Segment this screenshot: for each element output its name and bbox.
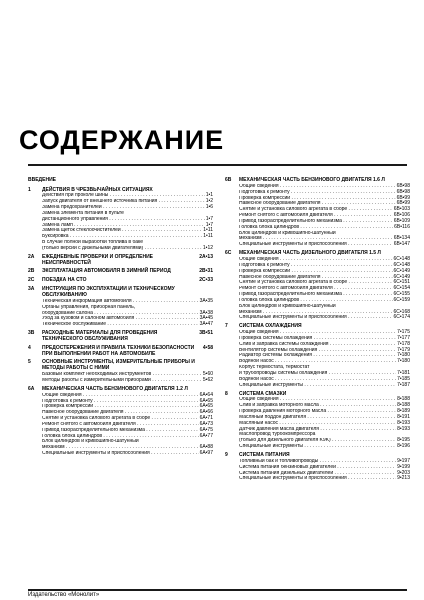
toc-section-page: 3B•51 — [199, 330, 213, 337]
toc-entry-page: 6C•149 — [393, 273, 410, 280]
toc-entry-text: Специальные инструменты и приспособления . . . — [239, 242, 393, 248]
toc-entry — [28, 451, 213, 457]
toc-section — [28, 188, 213, 252]
toc-entry-page: 5•60 — [202, 371, 213, 378]
toc-entry-page: 8•189 — [397, 408, 410, 415]
toc-entry-text: Головка блока цилиндров . . . — [42, 434, 199, 440]
toc-entry-text: Техническое обслуживание . . . — [42, 322, 199, 328]
toc-entry-page: 1•11 — [203, 233, 213, 240]
toc-entry-page: 6B•109 — [393, 217, 410, 224]
toc-entry-text: Ремонт снятого с автомобиля двигателя . . . — [239, 286, 393, 292]
page-title: СОДЕРЖАНИЕ — [19, 125, 225, 155]
toc-entry-text: Проверка системы охлаждения . . . — [239, 336, 396, 342]
toc-entry-text: Подготовка к ремонту . . . — [42, 399, 199, 405]
toc-entry-page: 6B•99 — [396, 194, 410, 201]
toc-entry — [225, 315, 410, 321]
toc-section-heading — [28, 278, 213, 284]
toc-entry-page: 6A•65 — [199, 403, 213, 410]
toc-entry-page: 8•193 — [397, 419, 410, 426]
toc-entry-page: 8•188 — [397, 396, 410, 403]
toc-entry-page: 1•2 — [205, 198, 213, 205]
toc-left-column — [28, 178, 213, 460]
toc-entry-text: Снятие и установка силового агрегата в сборе . . . — [42, 416, 199, 422]
top-rule — [28, 164, 407, 166]
toc-entry-text: Проверка компрессии . . . — [239, 269, 393, 275]
toc-entry-page: 7•187 — [397, 381, 410, 388]
toc-left-sections — [28, 188, 213, 457]
toc-entry-page: 6A•71 — [199, 415, 213, 422]
toc-entry-text: Топливный бак и топливопроводы . . . — [239, 459, 396, 465]
toc-section-page: 2C•33 — [199, 277, 213, 284]
toc-entry — [225, 444, 410, 450]
toc-entry-text: Общие сведения . . . — [42, 393, 199, 399]
toc-entry-page: 8•195 — [397, 437, 410, 444]
toc-section-title: РАСХОДНЫЕ МАТЕРИАЛЫ ДЛЯ ПРОВЕДЕНИЯ ТЕХНИЧЕСКОГО ОБСЛУЖИВАНИЯ — [42, 330, 158, 342]
toc-entry-text: Замена предохранителей . . . — [42, 205, 205, 211]
toc-entry-page: 6A•64 — [199, 391, 213, 398]
toc-entry-page: 3A•45 — [199, 315, 213, 322]
toc-entry-text: Масляный поддон двигателя . . . — [239, 415, 396, 421]
toc-entry-page: 6B•99 — [396, 200, 410, 207]
toc-entry-text: Замена щеток стеклоочистителей . . . — [42, 228, 202, 234]
toc-section — [28, 360, 213, 383]
toc-entry-text: Водяной насос . . . — [239, 359, 396, 365]
toc-entry-text: Проверка давления моторного масла . . . — [239, 409, 396, 415]
toc-section-title: СИСТЕМА СМАЗКИ — [239, 390, 287, 397]
toc-section-title: ЭКСПЛУАТАЦИЯ АВТОМОБИЛЯ В ЗИМНИЙ ПЕРИОД — [42, 268, 171, 275]
toc-section-title: МЕХАНИЧЕСКАЯ ЧАСТЬ ДИЗЕЛЬНОГО ДВИГАТЕЛЯ 1.5 Л — [239, 250, 381, 257]
toc-section-number: 7 — [225, 323, 228, 330]
toc-entry-text: Органы управления, приборная панель, — [42, 304, 136, 310]
toc-section-page: 4•58 — [202, 344, 213, 351]
toc-section — [28, 287, 213, 328]
toc-entry-page: 7•181 — [397, 370, 410, 376]
toc-entry-text: Вентилятор системы охлаждения . . . — [239, 348, 396, 354]
toc-entry — [28, 378, 213, 384]
toc-entry-text: Масляный насос . . . — [239, 421, 396, 427]
toc-entry-text: Водяной насос . . . — [239, 377, 396, 383]
toc-section — [225, 453, 410, 482]
toc-section-title: ДЕЙСТВИЯ В ЧРЕЗВЫЧАЙНЫХ СИТУАЦИЯХ — [42, 186, 153, 193]
toc-section-title: ЕЖЕДНЕВНЫЕ ПРОВЕРКИ И ОПРЕДЕЛЕНИЕ НЕИСПРАВНОСТЕЙ — [42, 253, 154, 266]
toc-entry-page: 6B•116 — [394, 223, 410, 230]
toc-entry-page: 7•179 — [397, 346, 410, 353]
toc-entry-page: 9•213 — [397, 475, 410, 482]
toc-entry-text: Общие сведения . . . — [239, 257, 393, 263]
toc-section-title: ИНСТРУКЦИЯ ПО ЭКСПЛУАТАЦИИ И ТЕХНИЧЕСКОМУ ОБСЛУЖИВАНИЮ — [42, 286, 175, 298]
toc-entry — [225, 242, 410, 248]
toc-section-number: 2C — [28, 277, 35, 284]
toc-entry-text: Слив и заправка моторного масла . . . — [239, 403, 396, 409]
toc-section — [225, 178, 410, 248]
toc-entry-page: 7•180 — [397, 358, 410, 365]
toc-entry-text: Буксировка . . . — [42, 234, 202, 240]
toc-section-heading — [28, 360, 213, 372]
toc-entry-text: Уход за кузовом и салоном автомобиля . . . — [42, 316, 199, 322]
toc-entry-page: 6C•168 — [393, 308, 410, 315]
toc-entry-page: 6B•134 — [393, 235, 410, 242]
toc-entry-text: Система питания бензиновых двигателей . . . — [239, 465, 396, 471]
toc-entry-text: (только версии с дизельными двигателями) . . . — [42, 246, 202, 252]
toc-entry-page: 6C•148 — [393, 255, 410, 262]
toc-entry-page: 1•6 — [205, 204, 213, 211]
toc-entry-page: 3A•38 — [199, 309, 213, 316]
toc-entry-text: Проверка компрессии . . . — [42, 404, 199, 410]
toc-entry-page: 6C•155 — [393, 291, 410, 298]
toc-entry-page: 6A•65 — [199, 397, 213, 404]
toc-entry — [28, 322, 213, 328]
toc-entry-page: 1•1 — [205, 192, 213, 199]
toc-entry-page: 5•62 — [202, 376, 213, 383]
toc-section — [28, 255, 213, 267]
toc-section-number: 1 — [28, 186, 31, 193]
toc-section-number: 6B — [225, 177, 232, 183]
toc-section-number: 3A — [28, 286, 35, 293]
toc-entry-page: 6B•103 — [393, 206, 410, 213]
toc-entry — [28, 246, 213, 252]
toc-entry-text: Навесное оборудование двигателя . . . — [239, 275, 393, 281]
toc-entry-page: 6A•88 — [199, 444, 213, 451]
toc-entry-text: Датчик давления масла двигателя . . . — [239, 427, 396, 433]
toc-entry-page: 1•7 — [205, 221, 213, 228]
toc-entry-page: 6A•77 — [199, 432, 213, 439]
toc-entry — [225, 476, 410, 482]
toc-entry-text: Навесное оборудование двигателя . . . — [239, 201, 396, 207]
toc-entry-text: Действия при проколе шины . . . — [42, 193, 205, 199]
toc-entry-text: механизм . . . — [239, 236, 393, 242]
toc-entry-text: Подготовка к ремонту . . . — [239, 190, 396, 196]
toc-entry-page: 7•177 — [397, 334, 410, 341]
toc-entry-text: Блок цилиндров и кривошипно-шатунный — [42, 439, 139, 445]
toc-entry-page: 6A•66 — [199, 409, 213, 416]
toc-entry-text: Методы работы с измерительными приборами . . . — [42, 378, 202, 384]
toc-entry-page: 8•196 — [397, 443, 410, 450]
toc-entry-text: Ремонт снятого с автомобиля двигателя . . . — [42, 422, 199, 428]
toc-section-heading — [28, 346, 213, 358]
toc-entry-page: 9•197 — [397, 457, 410, 464]
toc-entry-text: Снятие и установка силового агрегата в сборе . . . — [239, 280, 393, 286]
toc-section — [225, 392, 410, 450]
toc-entry-page: 3A•35 — [199, 297, 213, 304]
toc-entry-page: 6C•159 — [393, 296, 410, 303]
toc-entry-page: 6C•174 — [393, 314, 410, 321]
toc-section-number: 5 — [28, 359, 31, 366]
toc-section-number: 2B — [28, 268, 35, 275]
toc-entry-text: и трубопроводы системы охлаждения . . . — [239, 371, 396, 377]
toc-entry-page: 6C•154 — [393, 285, 410, 292]
toc-section — [28, 278, 213, 284]
toc-entry-text: Проверка компрессии . . . — [239, 196, 396, 202]
toc-entry-text: Ремонт снятого с автомобиля двигателя . . . — [239, 213, 393, 219]
toc-entry-text: Навесное оборудование двигателя . . . — [42, 410, 199, 416]
toc-section-number: 3B — [28, 330, 35, 337]
toc-section-title: МЕХАНИЧЕСКАЯ ЧАСТЬ БЕНЗИНОВОГО ДВИГАТЕЛЯ 1.2 Л — [42, 385, 188, 392]
toc-entry-text: Общие сведения . . . — [239, 330, 396, 336]
toc-entry-text: Снятие и установка силового агрегата в сборе . . . — [239, 207, 393, 213]
toc-entry-text: Блок цилиндров и кривошипно-шатунный — [239, 230, 336, 236]
toc-section-number: 4 — [28, 344, 31, 351]
toc-entry-text: Техническая информация автомобиля . . . — [42, 299, 199, 305]
toc-entry-text: Привод газораспределительного механизма . . . — [239, 292, 393, 298]
toc-entry-page: 1•7 — [205, 215, 213, 222]
toc-entry-text: Корпус термостата, термостат — [239, 365, 310, 371]
toc-entry-text: Маслопровод турбокомпрессора — [239, 432, 316, 438]
toc-entry-page: 6A•97 — [199, 450, 213, 457]
toc-entry-text: (только для дизельного двигателя K9K) . . . — [239, 438, 396, 444]
toc-entry-text: дистанционного управления . . . — [42, 217, 205, 223]
toc-entry-text: Специальные инструменты . . . — [239, 444, 396, 450]
toc-entry-page: 3A•47 — [199, 321, 213, 328]
toc-section-number: 9 — [225, 451, 228, 458]
toc-section-title: СИСТЕМА ОХЛАЖДЕНИЯ — [239, 323, 302, 330]
toc-entry-page: 7•175 — [397, 329, 410, 336]
toc-right-sections — [225, 178, 410, 482]
publisher-line: Издательство «Монолит» — [28, 592, 100, 598]
toc-section-number: 8 — [225, 390, 228, 397]
toc-entry-page: 6B•106 — [393, 212, 410, 219]
toc-section — [28, 331, 213, 343]
toc-entry-text: Специальные инструменты и приспособления . . . — [239, 315, 393, 321]
toc-section-number: 2A — [28, 253, 35, 260]
toc-right-column — [225, 178, 410, 485]
toc-entry-text: Радиатор системы охлаждения . . . — [239, 353, 396, 359]
toc-entry-text: Специальные инструменты . . . — [239, 383, 396, 389]
toc-entry-text: Замена элемента питания в пульте — [42, 210, 124, 216]
toc-entry-page: 1•12 — [202, 244, 213, 251]
toc-entry-text: Общие сведения . . . — [239, 184, 396, 190]
toc-entry-page: 8•193 — [397, 425, 410, 432]
toc-entry-text: Блок цилиндров и кривошипно-шатунный — [239, 303, 336, 309]
toc-entry-page: 6C•151 — [393, 279, 410, 286]
toc-entry-text: оборудование салона . . . — [42, 311, 199, 317]
toc-intro-title: ВВЕДЕНИЕ — [28, 177, 56, 183]
toc-entry-text: Головка блока цилиндров . . . — [239, 225, 393, 231]
toc-entry-page: 6B•147 — [393, 241, 410, 248]
toc-section-heading — [28, 287, 213, 299]
toc-section-title: СИСТЕМА ПИТАНИЯ — [239, 451, 290, 458]
toc-entry-page: 9•199 — [397, 463, 410, 470]
toc-entry-text: Специальные инструменты и приспособления . . . — [239, 476, 396, 482]
toc-entry-page: 6B•98 — [396, 182, 410, 189]
toc-section — [225, 324, 410, 388]
toc-section-number: 6A — [28, 385, 35, 392]
toc-entry-page: 7•178 — [397, 340, 410, 347]
toc-entry — [225, 383, 410, 389]
toc-entry-text: Система питания дизельных двигателей . . . — [239, 471, 396, 477]
toc-entry-page: 7•185 — [397, 375, 410, 382]
toc-entry-page: 6A•73 — [199, 420, 213, 427]
toc-section-page: 2B•31 — [199, 268, 213, 275]
toc-section-heading — [28, 269, 213, 275]
toc-section-heading — [28, 255, 213, 267]
toc-entry-text: Привод газораспределительного механизма . . . — [42, 428, 199, 434]
toc-entry-text: Привод газораспределительного механизма . . . — [239, 219, 393, 225]
toc-entry-page: 9•203 — [397, 469, 410, 476]
toc-entry-text: Запуск двигателя от внешнего источника питания . . . — [42, 199, 205, 205]
toc-entry-text: механизм . . . — [42, 445, 199, 451]
toc-entry-text: Базовый комплект необходимых инструментов . . . — [42, 372, 202, 378]
toc-entry-text: Общие сведения . . . — [239, 397, 396, 403]
toc-section — [28, 346, 213, 358]
toc-entry-text: Головка блока цилиндров . . . — [239, 298, 393, 304]
toc-section-title: ПОЕЗДКА НА СТО — [42, 277, 87, 284]
toc-entry-page: 6A•75 — [199, 426, 213, 433]
toc-section-heading — [28, 331, 213, 343]
toc-entry-page: 8•191 — [397, 413, 410, 420]
toc-section-title: МЕХАНИЧЕСКАЯ ЧАСТЬ БЕНЗИНОВОГО ДВИГАТЕЛЯ 1.6 Л — [239, 177, 385, 183]
toc-section-title: ПРЕДОСТЕРЕЖЕНИЯ И ПРАВИЛА ТЕХНИКИ БЕЗОПАСНОСТИ ПРИ ВЫПОЛНЕНИИ РАБОТ НА АВТОМОБИЛЕ — [42, 344, 195, 357]
toc-section-title: ОСНОВНЫЕ ИНСТРУМЕНТЫ, ИЗМЕРИТЕЛЬНЫЕ ПРИБОРЫ И МЕТОДЫ РАБОТЫ С НИМИ — [42, 359, 195, 372]
toc-entry-text: В случае полной выработки топлива в баке — [42, 240, 144, 246]
toc-entry-page: 7•180 — [397, 352, 410, 359]
toc-entry-page: 8•188 — [397, 402, 410, 409]
toc-section — [28, 269, 213, 275]
toc-entry-text: Подготовка к ремонту . . . — [239, 263, 393, 269]
toc-entry-text: механизм . . . — [239, 310, 393, 316]
toc-entry-text: Специальные инструменты и приспособления . . . — [42, 451, 199, 457]
toc-section-page: 2A•13 — [199, 253, 213, 260]
toc-section — [28, 387, 213, 457]
toc-entry-page: 6C•148 — [393, 261, 410, 268]
toc-entry-page: 6C•149 — [393, 267, 410, 274]
toc-entry-text: Слив и заправка системы охлаждения . . . — [239, 342, 396, 348]
toc-entry-page: 6B•98 — [396, 188, 410, 195]
toc-entry-text: Замена ламп . . . — [42, 223, 205, 229]
toc-section-number: 6C — [225, 250, 232, 257]
toc-section — [225, 251, 410, 321]
toc-entry-page: 1•11 — [203, 227, 213, 234]
